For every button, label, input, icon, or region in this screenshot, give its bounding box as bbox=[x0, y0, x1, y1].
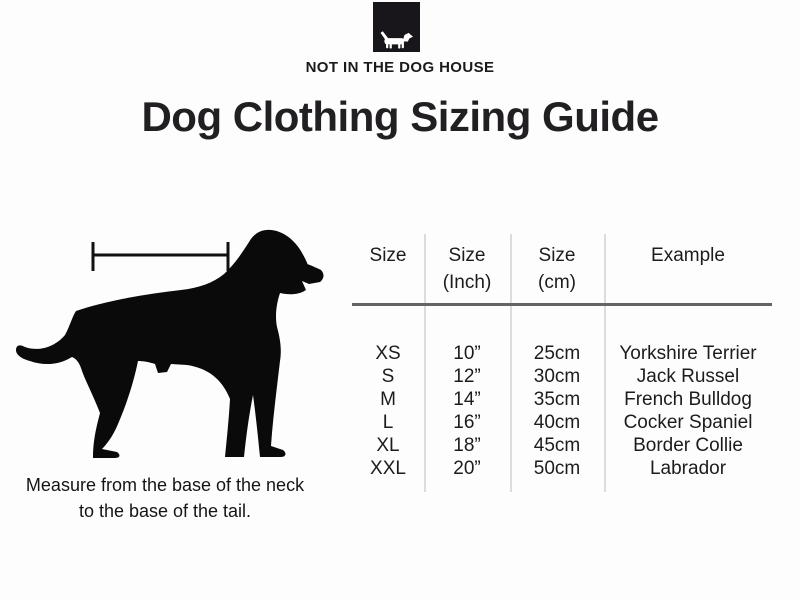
measure-instructions-line2: to the base of the tail. bbox=[78, 501, 252, 521]
cell-example: Labrador bbox=[649, 458, 727, 479]
cell-example: Cocker Spaniel bbox=[623, 412, 753, 433]
cell-inch: 12” bbox=[453, 366, 481, 387]
cell-cm: 45cm bbox=[533, 435, 581, 456]
table-row bbox=[352, 342, 772, 365]
sizing-table bbox=[352, 234, 772, 492]
cell-size: XL bbox=[376, 435, 400, 456]
measure-instructions bbox=[0, 472, 330, 524]
cell-example: Yorkshire Terrier bbox=[619, 343, 757, 364]
cell-size: XS bbox=[375, 343, 401, 364]
cell-cm: 40cm bbox=[533, 412, 581, 433]
cell-size: XXL bbox=[370, 458, 406, 479]
dog-silhouette-icon bbox=[15, 225, 325, 465]
header-example: Example bbox=[651, 245, 725, 266]
cell-cm: 25cm bbox=[533, 343, 581, 364]
cell-example: Border Collie bbox=[633, 435, 743, 456]
cell-example: Jack Russel bbox=[636, 366, 740, 387]
dachshund-logo-icon bbox=[380, 31, 413, 49]
cell-cm: 35cm bbox=[533, 389, 581, 410]
table-row bbox=[352, 434, 772, 457]
header-size-inch: Size (Inch) bbox=[442, 245, 492, 293]
measure-instructions-line1: Measure from the base of the neck bbox=[25, 475, 305, 495]
header-rule bbox=[352, 303, 772, 306]
header-size-cm: Size (cm) bbox=[538, 245, 576, 293]
cell-size: L bbox=[382, 412, 394, 433]
cell-example: French Bulldog bbox=[624, 389, 752, 410]
cell-inch: 20” bbox=[453, 458, 481, 479]
cell-cm: 30cm bbox=[533, 366, 581, 387]
table-row bbox=[352, 457, 772, 480]
header-size: Size bbox=[369, 245, 407, 266]
cell-cm: 50cm bbox=[533, 458, 581, 479]
measurement-line-icon bbox=[93, 242, 228, 271]
cell-inch: 16” bbox=[453, 412, 481, 433]
cell-inch: 10” bbox=[453, 343, 481, 364]
cell-inch: 14” bbox=[453, 389, 481, 410]
page-title: Dog Clothing Sizing Guide bbox=[141, 93, 659, 140]
table-row bbox=[352, 388, 772, 411]
table-header-row bbox=[352, 234, 772, 296]
cell-size: M bbox=[380, 389, 396, 410]
table-row bbox=[352, 411, 772, 434]
table-body bbox=[352, 342, 772, 480]
brand-name: NOT IN THE DOG HOUSE bbox=[305, 59, 495, 76]
cell-inch: 18” bbox=[453, 435, 481, 456]
cell-size: S bbox=[381, 366, 395, 387]
brand-logo bbox=[373, 2, 420, 52]
table-row bbox=[352, 365, 772, 388]
